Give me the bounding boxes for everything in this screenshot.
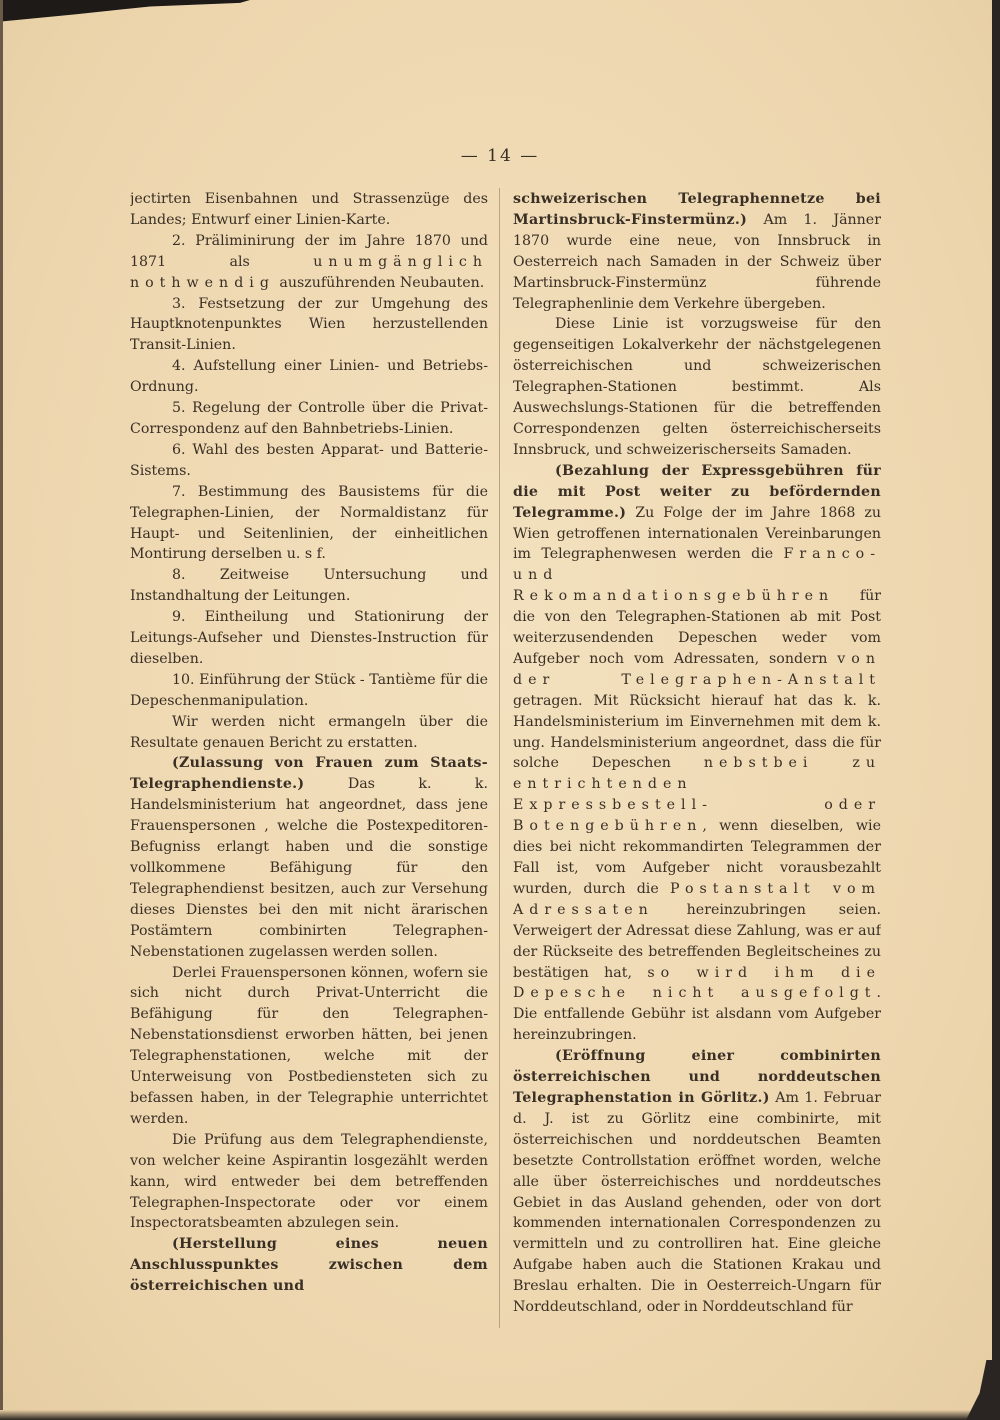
section-express-text-2: für die von den Telegraphen-Stationen ab mit Post weiterzusendenden Depeschen weder vom Aufgeber noch vom Adressaten, sondern	[513, 588, 881, 667]
list-item-10: 10. Einführung der Stück - Tantième für die Depeschenmanipulation.	[130, 671, 488, 709]
list-item-9: 9. Eintheilung und Stationirung der Leitungs-Aufseher und Dienstes-Instruction für dieselben.	[130, 609, 488, 667]
section-goerlitz-p1-text: Am 1. Februar d. J. ist zu Görlitz eine combinirte, mit österreichischen und norddeutschen Beamten besetzte Controllstation eröffnet worden, welche alle über österreichisches und norddeutsches Gebiet in das Ausland gehenden, oder von dort kommenden internationalen Correspondenzen zu vermitteln und zu controlliren hat. Eine gleiche Aufgabe haben auch die Stationen Krakau und Breslau erhalten. Die in Oesterreich-Ungarn für Norddeutschland, oder in Norddeutschland für	[513, 1089, 881, 1316]
section-express-text-6: . Die entfallende Gebühr ist alsdann vom Aufgeber hereinzubringen.	[513, 985, 881, 1044]
list-item-2-before: 2. Präliminirung der im Jahre 1870 und 1871 als	[130, 232, 488, 270]
section-express-text-5: hereinzubringen seien. Verweigert der Adressat diese Zahlung, was er auf der Rückseite des betreffenden Begleitscheines zu bestätigen hat,	[513, 901, 881, 981]
list-item-7: 7. Bestimmung des Bausistems für die Telegraphen-Linien, der Normaldistanz für Haupt- und Seitenlinien, der einheitlichen Montirung derselben u. s f.	[130, 483, 488, 563]
list-item-5: 5. Regelung der Controlle über die Privat-Correspondenz auf den Bahnbetriebs-Linien.	[130, 400, 488, 437]
page-edge-bottom	[0, 1410, 1000, 1420]
list-item-2-after: auszuführenden Neubauten.	[274, 274, 485, 291]
section-express-text-4: , wenn dieselben, wie dies bei nicht rekommandirten Telegrammen der Fall ist, vom Aufgeber nicht vorausbezahlt wurden, durch die	[513, 818, 881, 897]
section-express-spaced-4: Postanstalt vom Adressaten	[513, 880, 881, 918]
section-frauen-p1-text: Das k. k. Handelsministerium hat angeordnet, dass jene Frauenspersonen , welche die Postexpeditoren-Befugniss erlangt haben und die sonstige vollkommene Befähigung für den Telegraphendienst besitzen, auch zur Versehung dieses Dienstes bei den mit nicht ärarischen Postämtern combinirten Telegraphen-Nebenstationen zugelassen werden sollen.	[130, 776, 488, 960]
section-express-heading: (Bezahlung der Expressgebühren für die mit Post weiter zu befördernden Telegramme.)	[513, 462, 881, 521]
section-express-text-1: Zu Folge der im Jahre 1868 zu Wien getroffenen internationalen Vereinbarungen im Telegraphenwesen werden die	[513, 504, 881, 563]
section-anschluss-p1	[513, 189, 881, 314]
section-frauen-p2: Derlei Frauenspersonen können, wofern sie sich nicht durch Privat-Unterricht die Befähigung für den Telegraphen-Nebenstationsdienst erworben hätten, bei jenen Telegraphenstationen, welche mit der Unterweisung von Postbediensteten sich zu befassen haben, in der Telegraphie unterrichtet werden.	[130, 964, 488, 1127]
section-express-spaced-1: Franco- und Rekomandationsgebühren	[513, 546, 881, 605]
page-edge-right	[992, 0, 1000, 1420]
page-edge-left	[0, 0, 3, 1420]
page-number: — 14 —	[460, 146, 540, 166]
section-express-text-3: getragen. Mit Rücksicht hierauf hat das k. k. Handelsministerium im Einvernehmen mit dem k. ung. Handelsministerium angeordnet, dass die für solche Depeschen	[513, 692, 881, 772]
section-express-spaced-2: von der Telegraphen-Anstalt	[513, 650, 881, 688]
paragraph-closing: Wir werden nicht ermangeln über die Resultate genauen Bericht zu erstatten.	[130, 713, 488, 751]
section-frauen-p3: Die Prüfung aus dem Telegraphendienste, von welcher keine Aspirantin losgezählt werden kann, wird entweder bei dem betreffenden Telegraphen-Inspectorate oder vor einem Inspectoratsbeamten abzulegen sein.	[130, 1131, 488, 1232]
section-anschluss-p1-text: Am 1. Jänner 1870 wurde eine neue, von Innsbruck in Oesterreich nach Samaden in der Schweiz über Martinsbruck-Finstermünz führende Telegraphenlinie dem Verkehre übergeben.	[513, 211, 881, 312]
list-item-3: 3. Festsetzung der zur Umgehung des Hauptknotenpunktes Wien herzustellenden Transit-Linien.	[130, 295, 488, 354]
left-column	[130, 189, 488, 1334]
section-express-spaced-5: so wird ihm die Depesche nicht ausgefolgt	[513, 964, 881, 1002]
section-goerlitz-heading: (Eröffnung einer combinirten österreichischen und norddeutschen Telegraphenstation in Görlitz.)	[513, 1048, 881, 1106]
list-item-2-spaced: unumgänglich nothwendig	[130, 253, 488, 291]
section-express-spaced-3: nebstbei zu entrichtenden Expressbestell- oder Botengebühren	[513, 755, 881, 835]
column-divider	[499, 188, 500, 1328]
list-item-6: 6. Wahl des besten Apparat- und Batterie-Sistems.	[130, 441, 488, 479]
section-frauen-heading: (Zulassung von Frauen zum Staats-Telegraphendienste.)	[130, 755, 488, 793]
list-item-2	[130, 231, 488, 294]
section-goerlitz-p1	[513, 1046, 881, 1318]
paragraph-intro-tail: jectirten Eisenbahnen und Strassenzüge des Landes; Entwurf einer Linien-Karte.	[130, 191, 488, 228]
section-anschluss-heading-end: schweizerischen Telegraphennetze bei Martinsbruck-Finstermünz.)	[513, 191, 881, 228]
section-anschluss-heading-start: (Herstellung eines neuen Anschlusspunktes zwischen dem österreichischen und	[130, 1236, 488, 1295]
right-column	[513, 189, 881, 1334]
section-frauen-p1	[130, 753, 488, 962]
section-express-p1	[513, 461, 881, 1046]
section-anschluss-p2: Diese Linie ist vorzugsweise für den gegenseitigen Lokalverkehr der nächstgelegenen österreichischen und schweizerischen Telegraphen-Stationen bestimmt. Als Auswechslungs-Stationen für die betreffenden Correspondenzen gelten österreichischerseits Innsbruck, und schweizerischerseits Samaden.	[513, 316, 881, 458]
list-item-4: 4. Aufstellung einer Linien- und Betriebs-Ordnung.	[130, 358, 488, 396]
list-item-8: 8. Zeitweise Untersuchung und Instandhaltung der Leitungen.	[130, 567, 488, 605]
